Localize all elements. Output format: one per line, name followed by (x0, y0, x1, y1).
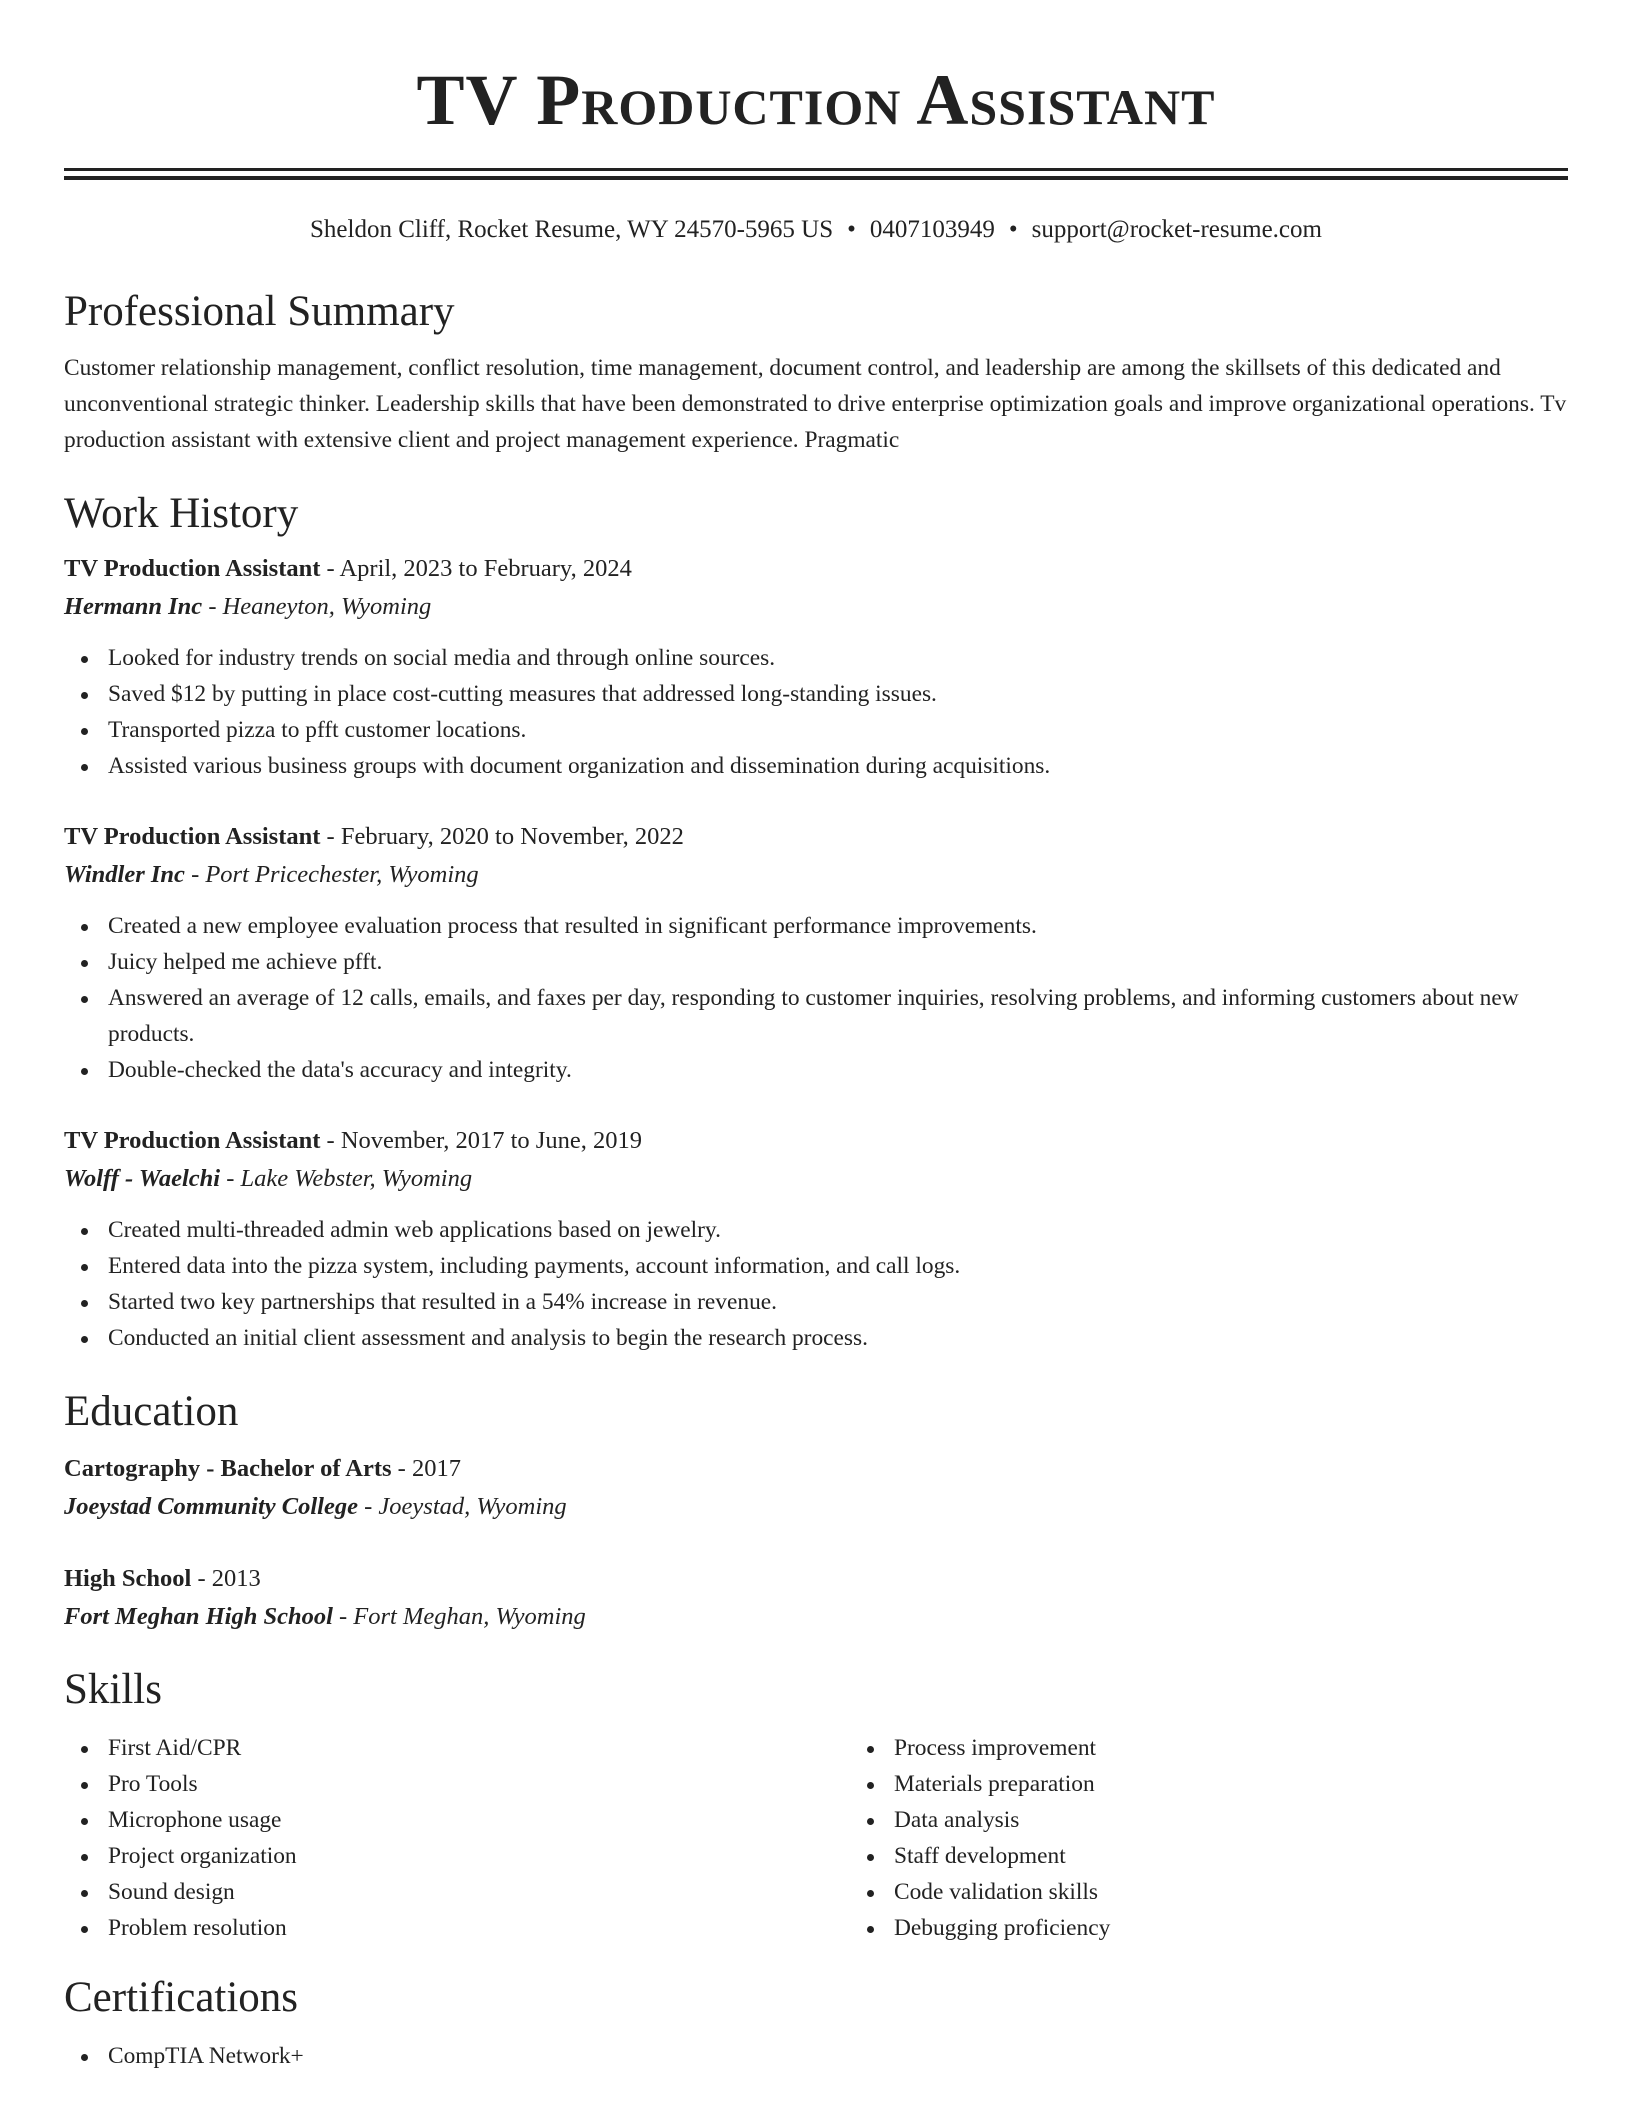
job-title-line (64, 1122, 1568, 1160)
job-bullet: Created multi-threaded admin web applications based on jewelry. (108, 1212, 1568, 1248)
skill-item: Pro Tools (108, 1766, 850, 1802)
certifications-list (64, 2038, 1568, 2074)
education-degree: High School (64, 1565, 192, 1592)
education-degree-line (64, 1560, 1568, 1598)
skill-item: Materials preparation (894, 1766, 1632, 1802)
certifications-section (64, 2038, 1568, 2074)
job-bullet: Double-checked the data's accuracy and integrity. (108, 1052, 1568, 1088)
skills-heading: Skills (64, 1666, 162, 1713)
job-bullet: Answered an average of 12 calls, emails, and faxes per day, responding to customer inquiries, resolving problems, and informing customers about new products. (108, 980, 1568, 1052)
job-role: TV Production Assistant (64, 823, 321, 850)
resume-title: TV Production Assistant (416, 60, 1216, 140)
skill-item: Microphone usage (108, 1802, 850, 1838)
education-year: - 2017 (391, 1455, 461, 1482)
contact-separator: • (1008, 216, 1018, 243)
contact-address: Sheldon Cliff, Rocket Resume, WY 24570-5965 US (310, 216, 834, 243)
title-rule-bottom (64, 176, 1568, 180)
job-title-line (64, 550, 1568, 588)
education-school-line (64, 1598, 1568, 1636)
skill-item: Debugging proficiency (894, 1910, 1632, 1946)
job-dates: - February, 2020 to November, 2022 (320, 823, 684, 850)
contact-line (64, 214, 1568, 246)
job-dates: - November, 2017 to June, 2019 (320, 1127, 642, 1154)
certification-item: CompTIA Network+ (108, 2038, 1568, 2074)
job-company: Wolff - Waelchi (64, 1165, 221, 1192)
job-bullet: Assisted various business groups with document organization and dissemination during acquisitions. (108, 748, 1568, 784)
job-bullet: Entered data into the pizza system, including payments, account information, and call logs. (108, 1248, 1568, 1284)
education-location: - Joeystad, Wyoming (358, 1493, 567, 1520)
skill-item: Project organization (108, 1838, 850, 1874)
job-bullet: Looked for industry trends on social media and through online sources. (108, 640, 1568, 676)
job-role: TV Production Assistant (64, 555, 321, 582)
skills-list-right (850, 1730, 1632, 1946)
skill-item: Code validation skills (894, 1874, 1632, 1910)
work-history-heading: Work History (64, 490, 299, 537)
job-bullet: Juicy helped me achieve pfft. (108, 944, 1568, 980)
contact-phone: 0407103949 (869, 216, 995, 243)
education-school: Fort Meghan High School (64, 1603, 333, 1630)
skill-item: First Aid/CPR (108, 1730, 850, 1766)
skill-item: Data analysis (894, 1802, 1632, 1838)
education-heading: Education (64, 1388, 239, 1435)
skill-item: Sound design (108, 1874, 850, 1910)
job-bullet: Saved $12 by putting in place cost-cutting measures that addressed long-standing issues. (108, 676, 1568, 712)
contact-email: support@rocket-resume.com (1031, 216, 1322, 243)
job-entry (64, 550, 1568, 784)
job-bullet: Created a new employee evaluation process that resulted in significant performance improvements. (108, 908, 1568, 944)
education-school: Joeystad Community College (64, 1493, 358, 1520)
job-bullet: Transported pizza to pfft customer locations. (108, 712, 1568, 748)
education-location: - Fort Meghan, Wyoming (332, 1603, 586, 1630)
job-bullet: Started two key partnerships that resulted in a 54% increase in revenue. (108, 1284, 1568, 1320)
education-year: - 2013 (191, 1565, 261, 1592)
title-rule-top (64, 168, 1568, 171)
education-entry (64, 1450, 1568, 1526)
education-entry (64, 1560, 1568, 1636)
education-school-line (64, 1488, 1568, 1526)
skill-item: Staff development (894, 1838, 1632, 1874)
summary-heading: Professional Summary (64, 288, 455, 335)
job-company: Windler Inc (64, 861, 185, 888)
skill-item: Problem resolution (108, 1910, 850, 1946)
job-title-line (64, 818, 1568, 856)
skills-columns (64, 1730, 1568, 1946)
summary-text: Customer relationship management, conflict resolution, time management, document control, and leadership are among the skillsets of this dedicated and unconventional strategic thinker. Leadership skills that have been demonstrated to drive enterprise optimization goals and improve organizational operations. Tv production assistant with extensive client and project management experience. Pragmatic (64, 355, 1567, 453)
job-location: - Port Pricechester, Wyoming (184, 861, 479, 888)
skills-list-left (64, 1730, 850, 1946)
job-role: TV Production Assistant (64, 1127, 321, 1154)
job-location: - Heaneyton, Wyoming (202, 593, 432, 620)
job-dates: - April, 2023 to February, 2024 (320, 555, 632, 582)
certifications-heading: Certifications (64, 1974, 299, 2021)
education-degree-line (64, 1450, 1568, 1488)
job-bullets (64, 640, 1568, 784)
job-location: - Lake Webster, Wyoming (220, 1165, 473, 1192)
job-entry (64, 818, 1568, 1088)
contact-separator: • (847, 216, 856, 243)
resume-page (64, 0, 1568, 2074)
job-company-line (64, 588, 1568, 626)
job-bullets (64, 908, 1568, 1088)
job-entry (64, 1122, 1568, 1356)
job-company: Hermann Inc (64, 593, 203, 620)
skill-item: Process improvement (894, 1730, 1632, 1766)
job-company-line (64, 1160, 1568, 1198)
job-bullet: Conducted an initial client assessment and analysis to begin the research process. (108, 1320, 1568, 1356)
education-degree: Cartography - Bachelor of Arts (64, 1455, 392, 1482)
job-company-line (64, 856, 1568, 894)
job-bullets (64, 1212, 1568, 1356)
